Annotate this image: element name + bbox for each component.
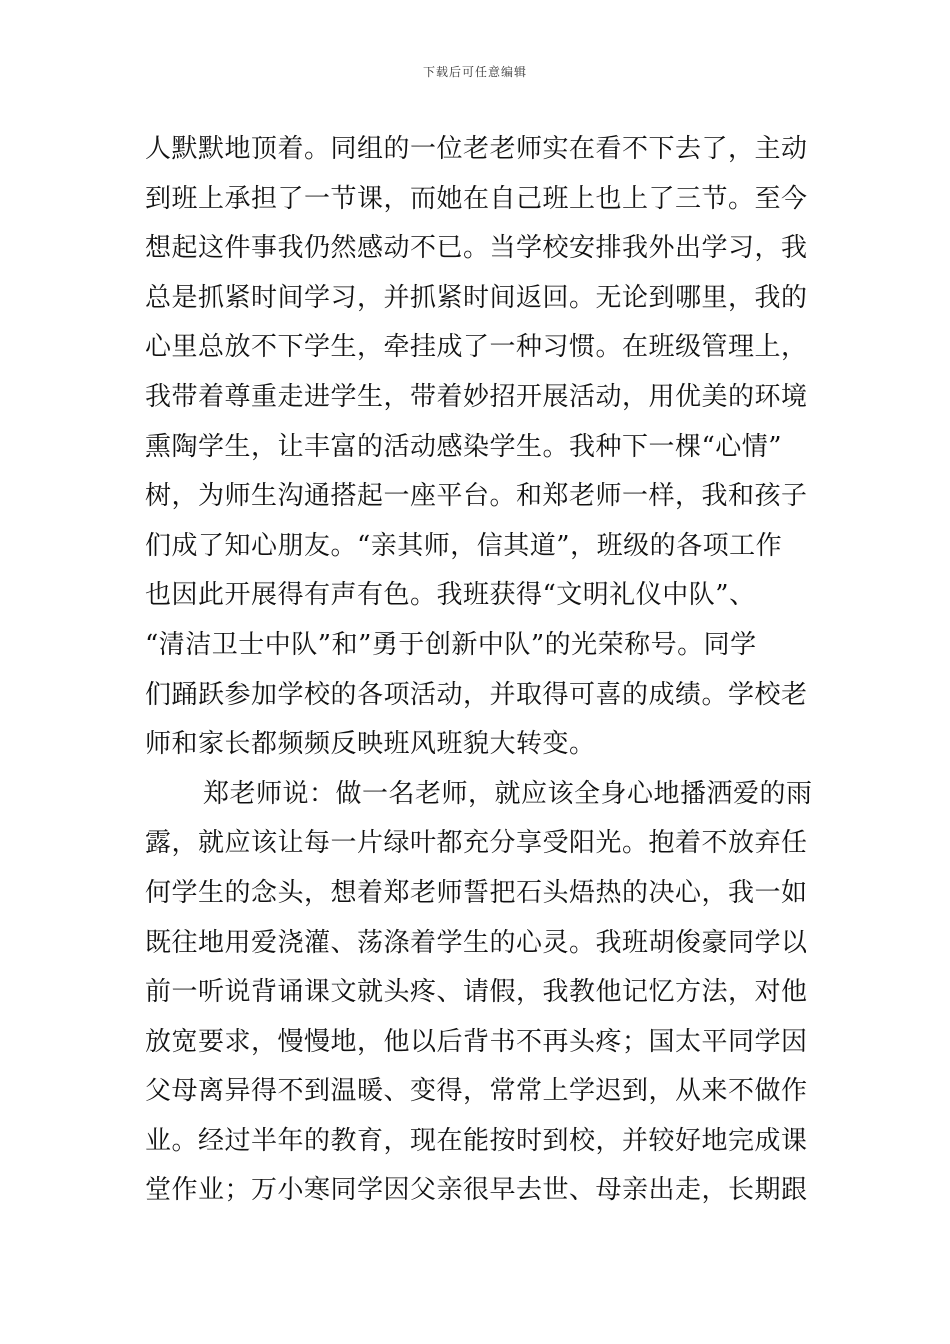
text-line: 心里总放不下学生，牵挂成了一种习惯。在班级管理上， bbox=[145, 332, 808, 363]
text-line: 露，就应该让每一片绿叶都充分享受阳光。抱着不放弃任 bbox=[145, 828, 808, 859]
text-line: 我带着尊重走进学生，带着妙招开展活动，用优美的环境 bbox=[145, 381, 808, 412]
text-line: 想起这件事我仍然感动不已。当学校安排我外出学习，我 bbox=[145, 233, 808, 264]
document-body bbox=[145, 125, 815, 1216]
text-line: 到班上承担了一节课，而她在自己班上也上了三节。至今 bbox=[145, 183, 808, 214]
text-line: 父母离异得不到温暖、变得，常常上学迟到，从来不做作 bbox=[145, 1076, 808, 1107]
text-line: 人默默地顶着。同组的一位老老师实在看不下去了，主动 bbox=[145, 134, 808, 164]
text-line: 也因此开展得有声有色。我班获得“文明礼仪中队”、 bbox=[145, 580, 756, 611]
text-line: 业。经过半年的教育，现在能按时到校，并较好地完成课 bbox=[145, 1125, 808, 1156]
page-header: 下载后可任意编辑 bbox=[422, 65, 527, 79]
text-line: 郑老师说：做一名老师，就应该全身心地播洒爱的雨 bbox=[203, 778, 813, 809]
text-line: 既往地用爱浇灌、荡涤着学生的心灵。我班胡俊豪同学以 bbox=[145, 927, 808, 958]
paragraph-2 bbox=[145, 770, 815, 1216]
text-line: 们踊跃参加学校的各项活动，并取得可喜的成绩。学校老 bbox=[145, 679, 808, 710]
text-line: 堂作业；万小寒同学因父亲很早去世、母亲出走，长期跟 bbox=[145, 1175, 808, 1206]
text-line: 熏陶学生，让丰富的活动感染学生。我种下一棵“心情” bbox=[145, 431, 783, 462]
text-line: 何学生的念头，想着郑老师誓把石头焐热的决心，我一如 bbox=[145, 877, 808, 908]
text-line: 师和家长都频频反映班风班貌大转变。 bbox=[145, 729, 596, 760]
paragraph-1 bbox=[145, 125, 815, 770]
text-line: “清洁卫士中队”和”勇于创新中队”的光荣称号。同学 bbox=[145, 629, 757, 660]
text-line: 树，为师生沟通搭起一座平台。和郑老师一样，我和孩子 bbox=[145, 481, 808, 512]
text-line: 放宽要求，慢慢地，他以后背书不再头疼；国太平同学因 bbox=[145, 1026, 808, 1057]
text-line: 前一听说背诵课文就头疼、请假，我教他记忆方法，对他 bbox=[145, 977, 808, 1008]
text-line: 们成了知心朋友。“亲其师，信其道”，班级的各项工作 bbox=[145, 530, 783, 561]
text-line: 总是抓紧时间学习，并抓紧时间返回。无论到哪里，我的 bbox=[145, 282, 808, 313]
